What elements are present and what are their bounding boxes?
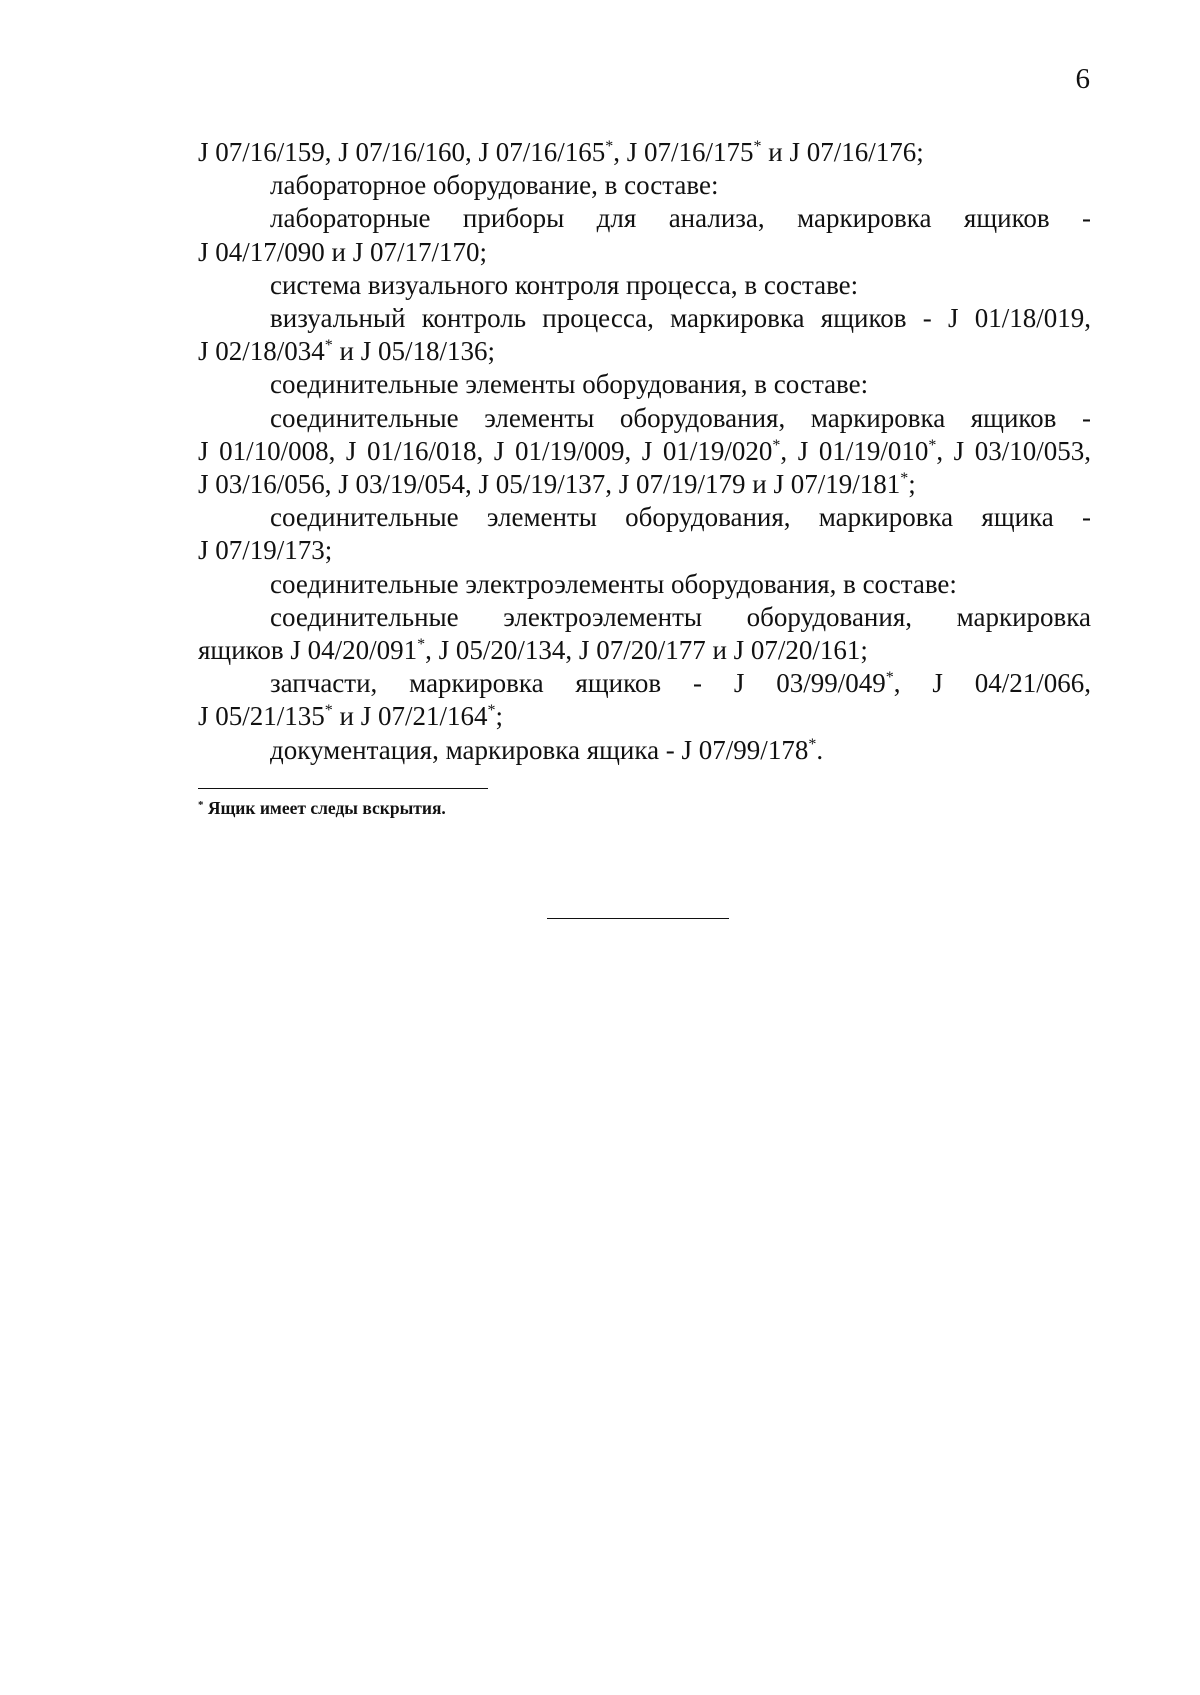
paragraph-lab-instruments-line2: J 04/17/090 и J 07/17/170;: [198, 236, 487, 267]
paragraph-codes-16: [198, 136, 1091, 169]
text-run: , J 07/16/175: [613, 137, 754, 167]
footnote-marker: *: [417, 636, 426, 654]
text-run: .: [816, 734, 824, 765]
text-run: , J 05/20/134, J 07/20/177 и J 07/20/161;: [425, 635, 868, 666]
footnote-marker: *: [324, 702, 333, 720]
footnote-marker: *: [753, 138, 762, 155]
paragraph-lab-equipment-heading: лабораторное оборудование, в составе:: [270, 170, 719, 201]
paragraph-electro-elements-line1: соединительные электроэлементы оборудования, маркировка: [270, 601, 1091, 632]
text-run: , J 04/21/066,: [893, 668, 1091, 699]
paragraph-connecting-elements-line1: соединительные элементы оборудования, маркировка ящиков -: [270, 402, 1091, 433]
paragraph-electro-elements-heading: соединительные электроэлементы оборудования, в составе:: [270, 568, 957, 599]
paragraph-visual-control-heading: система визуального контроля процесса, в составе:: [270, 269, 859, 300]
text-run: , J 01/19/010: [780, 435, 929, 466]
paragraph-connecting-element-box-line1: соединительные элементы оборудования, маркировка ящика -: [270, 502, 1091, 533]
footnote-marker: *: [198, 799, 204, 811]
paragraph-visual-control-line2: [198, 335, 1091, 368]
footnote-marker: *: [808, 735, 817, 753]
paragraph-spare-parts-line2: [198, 700, 1091, 733]
text-run: ;: [495, 701, 503, 732]
footnote-marker: *: [772, 436, 781, 454]
paragraph-connecting-elements-line3: [198, 468, 1091, 501]
paragraph-lab-instruments-line1: лабораторные приборы для анализа, маркировка ящиков -: [270, 203, 1091, 234]
text-run: , J 03/10/053,: [936, 435, 1092, 466]
footnote-marker: *: [900, 470, 909, 488]
footnote-marker: *: [324, 337, 333, 355]
text-run: ящиков J 04/20/091: [198, 635, 418, 666]
page-number: 6: [1075, 63, 1090, 95]
paragraph-electro-elements-line2: [198, 634, 1091, 667]
text-run: запчасти, маркировка ящиков - J 03/99/049: [270, 668, 886, 699]
paragraph-documentation: [198, 734, 1091, 767]
text-run: и J 07/21/164: [332, 701, 488, 732]
text-run: J 01/10/008, J 01/16/018, J 01/19/009, J 01/19/020: [198, 435, 773, 466]
text-run: и J 07/16/176;: [761, 137, 924, 167]
footnote-marker: *: [487, 702, 496, 720]
text-run: и J 05/18/136;: [332, 336, 495, 367]
footnote-marker: *: [605, 138, 614, 155]
footnote: [198, 797, 446, 819]
paragraph-connecting-elements-line2: [198, 435, 1091, 468]
text-run: ;: [908, 469, 916, 500]
text-run: J 05/21/135: [198, 701, 325, 732]
footnote-separator: [198, 788, 488, 789]
paragraph-visual-control-line1: визуальный контроль процесса, маркировка ящиков - J 01/18/019,: [270, 303, 1091, 334]
text-run: J 03/16/056, J 03/19/054, J 05/19/137, J 07/19/179 и J 07/19/181: [198, 469, 901, 500]
paragraph-spare-parts-line1: [198, 667, 1091, 700]
end-of-text-rule: [547, 918, 729, 919]
footnote-marker: *: [885, 669, 894, 687]
document-body: [198, 136, 1091, 767]
paragraph-connecting-element-box-line2: J 07/19/173;: [198, 535, 333, 566]
paragraph-connecting-elements-heading: соединительные элементы оборудования, в составе:: [270, 369, 869, 400]
text-run: J 02/18/034: [198, 336, 325, 367]
footnote-text: Ящик имеет следы вскрытия.: [203, 798, 446, 818]
text-run: J 07/16/159, J 07/16/160, J 07/16/165: [198, 137, 606, 167]
footnote-marker: *: [928, 436, 937, 454]
text-run: документация, маркировка ящика - J 07/99/178: [270, 734, 809, 765]
